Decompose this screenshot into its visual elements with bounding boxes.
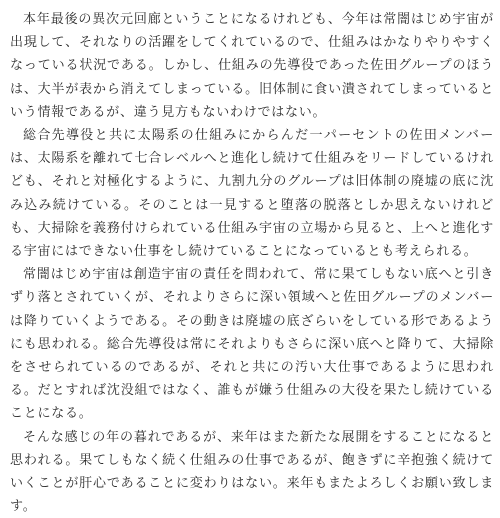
paragraph: 総合先導役と共に太陽系の仕組みにからんだ一パーセントの佐田メンバーは、太陽系を離れて七合レベルへと進化し続けて仕組みをリードしているけれども、それと対極化するように、九割九分のグループは旧体制の廃墟の底に沈み込み続けている。そのことは一見すると堕落の脱落としか思えないけれども、大掃除を義務付けられている仕組み宇宙の立場から見ると、上へと進化する宇宙にはできない仕事をし続けていることになっているとも考えられる。 [10, 128, 494, 260]
paragraph: 常闇はじめ宇宙は創造宇宙の責任を問われて、常に果てしもない底へと引きずり落とされていくが、それよりさらに深い領域へと佐田グループのメンバーは降りていくようである。その動きは廃墟の底ざらいをしている形であるようにも思われる。総合先導役は常にそれよりもさらに深い底へと降りて、大掃除をさせられているのであるが、それと共にの汚い大仕事であるように思われる。だとすれば沈没組ではなく、誰もが嫌う仕組みの大役を果たし続けていることになる。 [10, 267, 494, 422]
document-body [10, 8, 494, 518]
paragraph: そんな感じの年の暮れであるが、来年はまた新たな展開をすることになると思われる。果てしもなく続く仕組みの仕事であるが、飽きずに辛抱強く続けていくことが肝心であることに変わりはない。来年もまたよろしくお願い致します。 [10, 429, 494, 515]
paragraph: 本年最後の異次元回廊ということになるけれども、今年は常闇はじめ宇宙が出現して、それなりの活躍をしてくれているので、仕組みはかなりやりやすくなっている状況である。しかし、仕組みの先導役であった佐田グループのほうは、大半が表から消えてしまっている。旧体制に食い潰されてしまっているという情報であるが、違う見方もないわけではない。 [10, 12, 494, 120]
